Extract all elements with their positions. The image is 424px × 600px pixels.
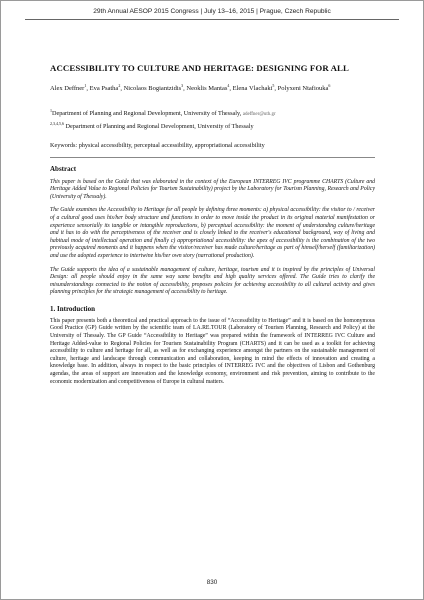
affiliation: $^{2,3,4,5,6}$ Department of Planning and Regional Development, University of Thessaly [50,120,254,130]
author: Elena Vlachaki$^5$, [232,83,278,93]
author: Eva Psatha$^2$, [89,83,124,93]
abstract-divider [50,157,375,158]
paper-body [50,63,375,392]
author-email: adeffner@uth.gr [242,112,276,118]
abstract-paragraph: The Guide supports the idea of a sustainable management of culture, heritage, tourism and it is inspired by the principles of Universal Design: all people should enjoy in the same way same benefits and high quality services offered. The Guide tries to clarify the misunderstandings connected to the notion of accessibility, proposes policies for achieving accessibility to all cultural activity and gives planning principles for the strategic management of accessibility to heritage. [50,266,375,296]
page-number: 830 [206,579,218,586]
running-header: 29th Annual AESOP 2015 Congress | July 13–16, 2015 | Prague, Czech Republic [93,8,331,15]
header-divider [25,19,399,20]
author: Alex Deffner$^1$, [50,83,90,93]
author: Nicolaos Bogiantzidis$^3$, [123,83,187,93]
author: Polyxeni Ntafiouka$^6$ [277,83,331,93]
keywords: Keywords: physical accessibility, perceptual accessibility, appropriational accessibility [50,141,265,149]
paper-title: ACCESSIBILITY TO CULTURE AND HERITAGE: DESIGNING FOR ALL [50,63,349,73]
section-heading: 1. Introduction [50,304,95,313]
abstract-paragraph: The Guide examines the Accessibility to Heritage for all people by defining three moments: a) physical accessibility: the visitor to / receiver of a cultural good uses his/her body structure and functions in order to move inside the product in its original material manifestation or experience sensorially its tangible or intangible reproductions, b) perceptual accessibility: the moment of understanding culture/heritage and it has to do with the perceptiveness of the receiver and is closely linked to the receiver's educational background, way of living and habitual mode of intellectual operation and finally c) appropriational accessibility: the apex of accessibility is the combination of the two previously acquired moments and it happens when the visitor/receiver has made culture/heritage as part of himself/herself (familiarization) and use the adopted experience to intertwine his/her own story (narrational production). [50,207,375,259]
affiliations [50,107,375,130]
abstract-paragraph: This paper is based on the Guide that was elaborated in the context of the European INTERREG IVC programme CHARTS (Culture and Heritage Added Value to Regional Policies for Tourism Sustainability) project by the Laboratory for Tourism Planning, Research and Policy (University of Thessaly). [50,178,375,200]
body-paragraph: This paper presents both a theoretical and practical approach to the issue of “Accessibility to Heritage” and it is based on the homonymous Good Practice (GP) Guide written by the scientific team of LA.RE.TOUR (Laboratory of Tourism Planning, Research and Policy) at the University of Thessaly. The GP Guide “Accessibility to Heritage” was prepared within the framework of INTERREG IVC Culture and Heritage Added-value to Regional Policies for Tourism Sustainability Program (CHARTS) and it can be used as a toolkit for achieving accessibility to culture and heritage for all, as well as for exchanging experience amongst the partners on the sustainable management of culture, heritage and landscape through communication and collaboration, keeping in mind the effects of innovation and creating a knowledge base. In addition, always in respect to the basic principles of INTERREG IVC and the objectives of Lisbon and Gothenburg agendas, the areas of support are innovation and the knowledge economy, environment and risk prevention, aiming to contribute to the economic modernization and competitiveness of Europe in cultural matters. [50,317,375,385]
author: Neoklis Mantas$^4$, [186,83,233,93]
author-list [50,82,375,93]
abstract-heading: Abstract [50,164,77,173]
affiliation: $^1$Department of Planning and Regional Development, University of Thessaly, adeffner@uth.gr [50,108,276,118]
